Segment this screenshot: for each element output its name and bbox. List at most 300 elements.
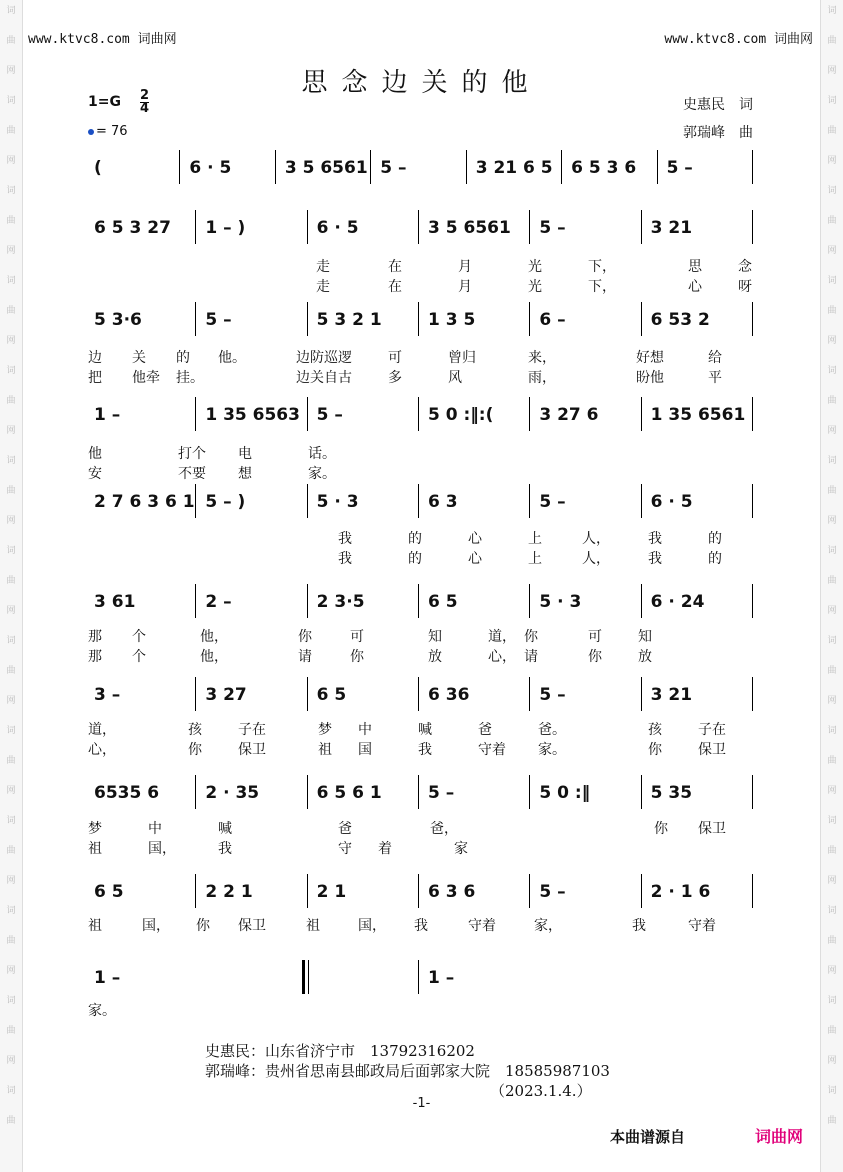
bar-line — [418, 484, 419, 518]
lyric-syllable: 边防巡逻 — [296, 350, 352, 366]
lyric-syllable: 祖 — [318, 742, 332, 758]
bar-line — [752, 484, 753, 518]
lyric-syllable: 你 — [524, 629, 538, 645]
measure-notes: 5 · 3 — [539, 592, 582, 612]
lyric-syllable: 不要 — [178, 466, 206, 482]
watermark-char: 曲 — [827, 126, 837, 136]
lyric-syllable: 给 — [708, 350, 722, 366]
watermark-char: 网 — [6, 516, 16, 526]
watermark-char: 词 — [827, 816, 837, 826]
song-title: 思念边关的他 — [301, 68, 542, 98]
measure-notes: 6 · 5 — [189, 158, 232, 178]
bar-line — [752, 874, 753, 908]
lyric-syllable: 个 — [132, 629, 146, 645]
lyric-syllable: 边 — [88, 350, 102, 366]
watermark-char: 词 — [6, 996, 16, 1006]
lyric-syllable: 他 — [88, 446, 102, 462]
bar-line — [418, 397, 419, 431]
watermark-char: 网 — [827, 1056, 837, 1066]
measure-notes: 3 5 6561 — [284, 158, 368, 178]
bar-line — [529, 677, 530, 711]
measure-notes: 6 3 — [428, 492, 458, 512]
lyric-syllable: 保卫 — [238, 918, 266, 934]
lyric-syllable: 孩 — [188, 722, 202, 738]
measure-notes: 1 35 6563 — [205, 405, 300, 425]
lyric-syllable: 守着 — [468, 918, 496, 934]
watermark-char: 词 — [6, 726, 16, 736]
watermark-char: 曲 — [6, 486, 16, 496]
watermark-char: 词 — [827, 546, 837, 556]
measure-notes: 5 – — [666, 158, 693, 178]
meter-top: 2 — [140, 88, 150, 103]
lyric-syllable: 的 — [408, 551, 422, 567]
watermark-char: 网 — [827, 606, 837, 616]
site-url-right[interactable]: www.ktvc8.com 词曲网 — [664, 32, 813, 47]
lyric-syllable: 家 — [454, 841, 468, 857]
site-url-left[interactable]: www.ktvc8.com 词曲网 — [28, 32, 177, 47]
lyric-syllable: 下， — [588, 259, 616, 275]
watermark-char: 词 — [827, 6, 837, 16]
lyric-syllable: 下， — [588, 279, 616, 295]
lyric-syllable: 喊 — [418, 722, 432, 738]
watermark-char: 网 — [827, 336, 837, 346]
score-row — [88, 685, 756, 709]
lyric-syllable: 那 — [88, 649, 102, 665]
lyric-syllable: 我 — [414, 918, 428, 934]
watermark-char: 曲 — [827, 846, 837, 856]
lyric-syllable: 家， — [534, 918, 562, 934]
measure-notes: 5 35 — [650, 783, 693, 803]
score-row — [88, 882, 756, 906]
lyric-syllable: 祖 — [88, 918, 102, 934]
watermark-char: 词 — [6, 366, 16, 376]
measure-notes: 3 5 6561 — [428, 218, 511, 238]
lyric-syllable: 挂。 — [176, 370, 204, 386]
lyric-syllable: 那 — [88, 629, 102, 645]
measure-notes: 5 – — [539, 492, 566, 512]
lyric-syllable: 请 — [298, 649, 312, 665]
lyric-syllable: 你 — [648, 742, 662, 758]
lyric-syllable: 中 — [148, 821, 162, 837]
lyric-syllable: 孩 — [648, 722, 662, 738]
lyric-syllable: 道， — [88, 722, 116, 738]
watermark-char: 曲 — [827, 216, 837, 226]
lyricist-credit: 史惠民 词 — [683, 97, 753, 113]
watermark-char: 词 — [6, 816, 16, 826]
watermark-char: 曲 — [6, 36, 16, 46]
lyric-syllable: 心 — [468, 531, 482, 547]
lyric-syllable: 盼他 — [636, 370, 664, 386]
lyric-syllable: 梦 — [88, 821, 102, 837]
lyric-syllable: 光 — [528, 259, 542, 275]
measure-notes: 5 0 :‖:( — [428, 405, 494, 425]
lyric-syllable: 国 — [358, 742, 372, 758]
bar-line — [466, 150, 467, 184]
bar-line — [641, 584, 642, 618]
bar-line — [195, 210, 196, 244]
bar-line — [307, 484, 308, 518]
lyric-syllable: 国， — [142, 918, 170, 934]
bar-line — [752, 677, 753, 711]
watermark-char: 词 — [827, 1086, 837, 1096]
bar-line — [370, 150, 371, 184]
lyric-syllable: 道， — [488, 629, 516, 645]
lyric-syllable: 你 — [588, 649, 602, 665]
lyric-syllable: 人， — [582, 551, 610, 567]
page-number: -1- — [412, 1096, 431, 1111]
watermark-char: 网 — [6, 1056, 16, 1066]
bar-line — [418, 960, 419, 994]
watermark-char: 词 — [6, 456, 16, 466]
watermark-char: 词 — [827, 726, 837, 736]
bar-line — [529, 302, 530, 336]
measure-notes: 3 27 6 — [539, 405, 599, 425]
final-barline — [302, 960, 305, 994]
watermark-char: 网 — [6, 336, 16, 346]
measure-notes: 6 – — [539, 310, 566, 330]
measure-notes: 2 · 1 6 — [650, 882, 711, 902]
lyric-syllable: 走 — [316, 279, 330, 295]
measure-notes: 6 · 24 — [650, 592, 705, 612]
lyric-syllable: 好想 — [636, 350, 664, 366]
measure-notes: 6 3 6 — [428, 882, 476, 902]
measure-notes: 5 – — [539, 218, 566, 238]
watermark-char: 曲 — [6, 1026, 16, 1036]
bar-line — [307, 677, 308, 711]
measure-notes: 3 27 — [205, 685, 247, 705]
lyric-syllable: 家。 — [538, 742, 566, 758]
lyric-syllable: 我 — [338, 551, 352, 567]
lyric-syllable: 的 — [176, 350, 190, 366]
watermark-char: 词 — [827, 96, 837, 106]
lyric-syllable: 祖 — [306, 918, 320, 934]
meter-bottom: 4 — [140, 101, 150, 116]
measure-notes: 5 – — [428, 783, 455, 803]
lyric-syllable: 他， — [200, 649, 228, 665]
watermark-char: 曲 — [6, 1116, 16, 1126]
bar-line — [307, 775, 308, 809]
watermark-char: 词 — [6, 186, 16, 196]
bar-line — [752, 775, 753, 809]
bar-line — [641, 677, 642, 711]
lyric-syllable: 在 — [388, 259, 402, 275]
score-row — [88, 592, 756, 616]
measure-notes: 5 – — [380, 158, 407, 178]
lyric-syllable: 呀 — [738, 279, 752, 295]
lyric-syllable: 心， — [88, 742, 116, 758]
measure-notes: 1 – ) — [205, 218, 246, 238]
measure-notes: 1 – — [94, 405, 121, 425]
lyric-syllable: 思 — [688, 259, 702, 275]
measure-notes: 5 – — [205, 310, 232, 330]
lyric-syllable: 他。 — [218, 350, 246, 366]
measure-notes: 6 53 2 — [650, 310, 710, 330]
measure-notes: 2 3·5 — [316, 592, 365, 612]
bar-line — [529, 775, 530, 809]
watermark-char: 词 — [6, 1086, 16, 1096]
watermark-char: 词 — [6, 276, 16, 286]
watermark-char: 曲 — [6, 846, 16, 856]
measure-notes: 5 · 3 — [316, 492, 359, 512]
watermark-char: 网 — [827, 696, 837, 706]
lyric-syllable: 守着 — [688, 918, 716, 934]
watermark-char: 曲 — [6, 936, 16, 946]
quarter-note-icon — [88, 129, 94, 135]
bar-line — [529, 874, 530, 908]
lyric-syllable: 话。 — [308, 446, 336, 462]
bar-line — [179, 150, 180, 184]
bar-line — [657, 150, 658, 184]
lyric-syllable: 心 — [468, 551, 482, 567]
bar-line — [641, 874, 642, 908]
lyric-syllable: 知 — [638, 629, 652, 645]
bar-line — [752, 302, 753, 336]
score-row — [88, 218, 756, 242]
lyric-syllable: 守着 — [478, 742, 506, 758]
lyric-syllable: 国， — [358, 918, 386, 934]
measure-notes: 2 7 6 3 6 1 — [94, 492, 195, 512]
watermark-char: 曲 — [827, 1026, 837, 1036]
watermark-char: 曲 — [827, 936, 837, 946]
bar-line — [752, 584, 753, 618]
tempo-value: = 76 — [96, 124, 128, 139]
measure-notes: 5 3 2 1 — [316, 310, 382, 330]
bar-line — [641, 397, 642, 431]
measure-notes: 5 3·6 — [94, 310, 142, 330]
lyric-syllable: 喊 — [218, 821, 232, 837]
watermark-char: 曲 — [827, 756, 837, 766]
lyric-syllable: 雨， — [528, 370, 556, 386]
lyric-syllable: 关 — [132, 350, 146, 366]
bar-line — [308, 960, 309, 994]
watermark-char: 网 — [827, 786, 837, 796]
contact-line-composer: 郭瑞峰：贵州省思南县邮政局后面郭家大院 18585987103 — [205, 1062, 610, 1080]
measure-notes: 1 – — [428, 968, 455, 988]
watermark-char: 网 — [6, 966, 16, 976]
bar-line — [752, 210, 753, 244]
lyric-syllable: 想 — [238, 466, 252, 482]
score-row — [88, 405, 756, 429]
lyric-syllable: 我 — [338, 531, 352, 547]
lyric-syllable: 人， — [582, 531, 610, 547]
right-watermark-strip — [820, 0, 843, 1172]
measure-notes: 2 – — [205, 592, 232, 612]
watermark-char: 词 — [827, 456, 837, 466]
watermark-char: 网 — [6, 156, 16, 166]
watermark-char: 词 — [6, 636, 16, 646]
watermark-char: 网 — [827, 156, 837, 166]
bar-line — [307, 210, 308, 244]
lyric-syllable: 的 — [708, 551, 722, 567]
watermark-char: 曲 — [6, 306, 16, 316]
lyric-syllable: 中 — [358, 722, 372, 738]
bar-line — [529, 584, 530, 618]
watermark-char: 曲 — [6, 756, 16, 766]
watermark-char: 曲 — [6, 666, 16, 676]
watermark-char: 网 — [827, 516, 837, 526]
bar-line — [752, 397, 753, 431]
lyric-syllable: 可 — [588, 629, 602, 645]
measure-notes: 3 61 — [94, 592, 136, 612]
measure-notes: 2 1 — [316, 882, 347, 902]
left-watermark-strip — [0, 0, 23, 1172]
score-row — [88, 310, 756, 334]
lyric-syllable: 上 — [528, 531, 542, 547]
bar-line — [195, 775, 196, 809]
measure-notes: 2 · 35 — [205, 783, 260, 803]
bar-line — [529, 484, 530, 518]
watermark-char: 网 — [6, 876, 16, 886]
lyric-syllable: 请 — [524, 649, 538, 665]
measure-notes: 5 – — [316, 405, 343, 425]
lyric-syllable: 念 — [738, 259, 752, 275]
measure-notes: 6 · 5 — [316, 218, 359, 238]
lyric-syllable: 的 — [708, 531, 722, 547]
lyric-syllable: 着 — [378, 841, 392, 857]
measure-notes: 1 35 6561 — [650, 405, 746, 425]
watermark-char: 网 — [6, 426, 16, 436]
lyric-syllable: 我 — [648, 551, 662, 567]
measure-notes: 6 5 3 27 — [94, 218, 171, 238]
key-signature: 1=G — [88, 94, 121, 110]
bar-line — [195, 677, 196, 711]
watermark-char: 词 — [6, 546, 16, 556]
time-signature — [140, 90, 149, 115]
measure-notes: 5 0 :‖ — [539, 783, 591, 803]
watermark-char: 网 — [827, 966, 837, 976]
watermark-char: 词 — [6, 906, 16, 916]
measure-notes: 6 5 — [316, 685, 347, 705]
lyric-syllable: 可 — [350, 629, 364, 645]
score-row — [88, 783, 756, 807]
lyric-syllable: 可 — [388, 350, 402, 366]
lyric-syllable: 放 — [428, 649, 442, 665]
bar-line — [307, 397, 308, 431]
lyric-syllable: 来， — [528, 350, 556, 366]
lyric-syllable: 守 — [338, 841, 352, 857]
bar-line — [752, 150, 753, 184]
composer-credit: 郭瑞峰 曲 — [683, 125, 753, 141]
lyric-syllable: 子在 — [698, 722, 726, 738]
lyric-syllable: 我 — [632, 918, 646, 934]
lyric-syllable: 我 — [418, 742, 432, 758]
lyric-syllable: 他， — [200, 629, 228, 645]
lyric-syllable: 平 — [708, 370, 722, 386]
lyric-syllable: 家。 — [308, 466, 336, 482]
bar-line — [307, 302, 308, 336]
watermark-char: 曲 — [827, 306, 837, 316]
measure-notes: 5 – — [539, 685, 566, 705]
bar-line — [195, 874, 196, 908]
tempo-marking — [88, 124, 128, 139]
watermark-char: 网 — [6, 606, 16, 616]
lyric-syllable: 我 — [648, 531, 662, 547]
bar-line — [418, 874, 419, 908]
watermark-char: 曲 — [827, 576, 837, 586]
lyric-syllable: 上 — [528, 551, 542, 567]
contact-line-lyricist: 史惠民：山东省济宁市 13792316202 — [205, 1042, 475, 1060]
watermark-char: 网 — [827, 246, 837, 256]
bar-line — [418, 210, 419, 244]
bar-line — [641, 302, 642, 336]
measure-notes: 5 – ) — [205, 492, 246, 512]
measure-notes: 2 2 1 — [205, 882, 253, 902]
measure-notes: 6 5 6 1 — [316, 783, 382, 803]
lyric-syllable: 多 — [388, 370, 402, 386]
lyric-syllable: 在 — [388, 279, 402, 295]
score-row — [88, 492, 756, 516]
lyric-syllable: 你 — [298, 629, 312, 645]
bar-line — [418, 302, 419, 336]
lyric-syllable: 心， — [488, 649, 516, 665]
lyric-syllable: 边关自古 — [296, 370, 352, 386]
lyric-syllable: 爸 — [338, 821, 352, 837]
measure-notes: ( — [94, 158, 102, 178]
lyric-syllable: 走 — [316, 259, 330, 275]
lyric-syllable: 月 — [458, 279, 472, 295]
measure-notes: 6535 6 — [94, 783, 160, 803]
watermark-char: 词 — [6, 96, 16, 106]
bar-line — [641, 210, 642, 244]
measure-notes: 6 36 — [428, 685, 470, 705]
lyric-syllable: 保卫 — [238, 742, 266, 758]
watermark-char: 曲 — [6, 576, 16, 586]
lyric-syllable: 我 — [218, 841, 232, 857]
measure-notes: 1 3 5 — [428, 310, 476, 330]
bar-line — [561, 150, 562, 184]
lyric-syllable: 祖 — [88, 841, 102, 857]
lyric-syllable: 他牵 — [132, 370, 160, 386]
lyric-syllable: 个 — [132, 649, 146, 665]
bar-line — [275, 150, 276, 184]
watermark-char: 网 — [827, 66, 837, 76]
measure-notes: 6 5 — [94, 882, 124, 902]
lyric-syllable: 知 — [428, 629, 442, 645]
lyric-syllable: 你 — [654, 821, 668, 837]
bar-line — [529, 210, 530, 244]
watermark-char: 词 — [827, 366, 837, 376]
watermark-char: 曲 — [6, 396, 16, 406]
bar-line — [195, 397, 196, 431]
watermark-char: 网 — [827, 876, 837, 886]
watermark-char: 网 — [6, 786, 16, 796]
watermark-char: 词 — [827, 996, 837, 1006]
bar-line — [641, 775, 642, 809]
measure-notes: 3 – — [94, 685, 121, 705]
measure-notes: 6 · 5 — [650, 492, 693, 512]
lyric-syllable: 电 — [238, 446, 252, 462]
lyric-syllable: 爸 — [478, 722, 492, 738]
bar-line — [195, 484, 196, 518]
watermark-char: 网 — [6, 66, 16, 76]
watermark-char: 词 — [827, 636, 837, 646]
watermark-char: 词 — [6, 6, 16, 16]
watermark-char: 词 — [827, 276, 837, 286]
lyric-syllable: 的 — [408, 531, 422, 547]
watermark-char: 曲 — [6, 216, 16, 226]
lyric-syllable: 打个 — [178, 446, 206, 462]
bar-line — [195, 302, 196, 336]
measure-notes: 3 21 — [650, 218, 693, 238]
lyric-syllable: 国， — [148, 841, 176, 857]
brand-logo[interactable]: 词曲网 — [755, 1127, 804, 1146]
bar-line — [195, 584, 196, 618]
score-row — [88, 968, 756, 992]
measure-notes: 5 – — [539, 882, 566, 902]
watermark-char: 曲 — [6, 126, 16, 136]
watermark-char: 网 — [6, 246, 16, 256]
watermark-char: 曲 — [827, 396, 837, 406]
